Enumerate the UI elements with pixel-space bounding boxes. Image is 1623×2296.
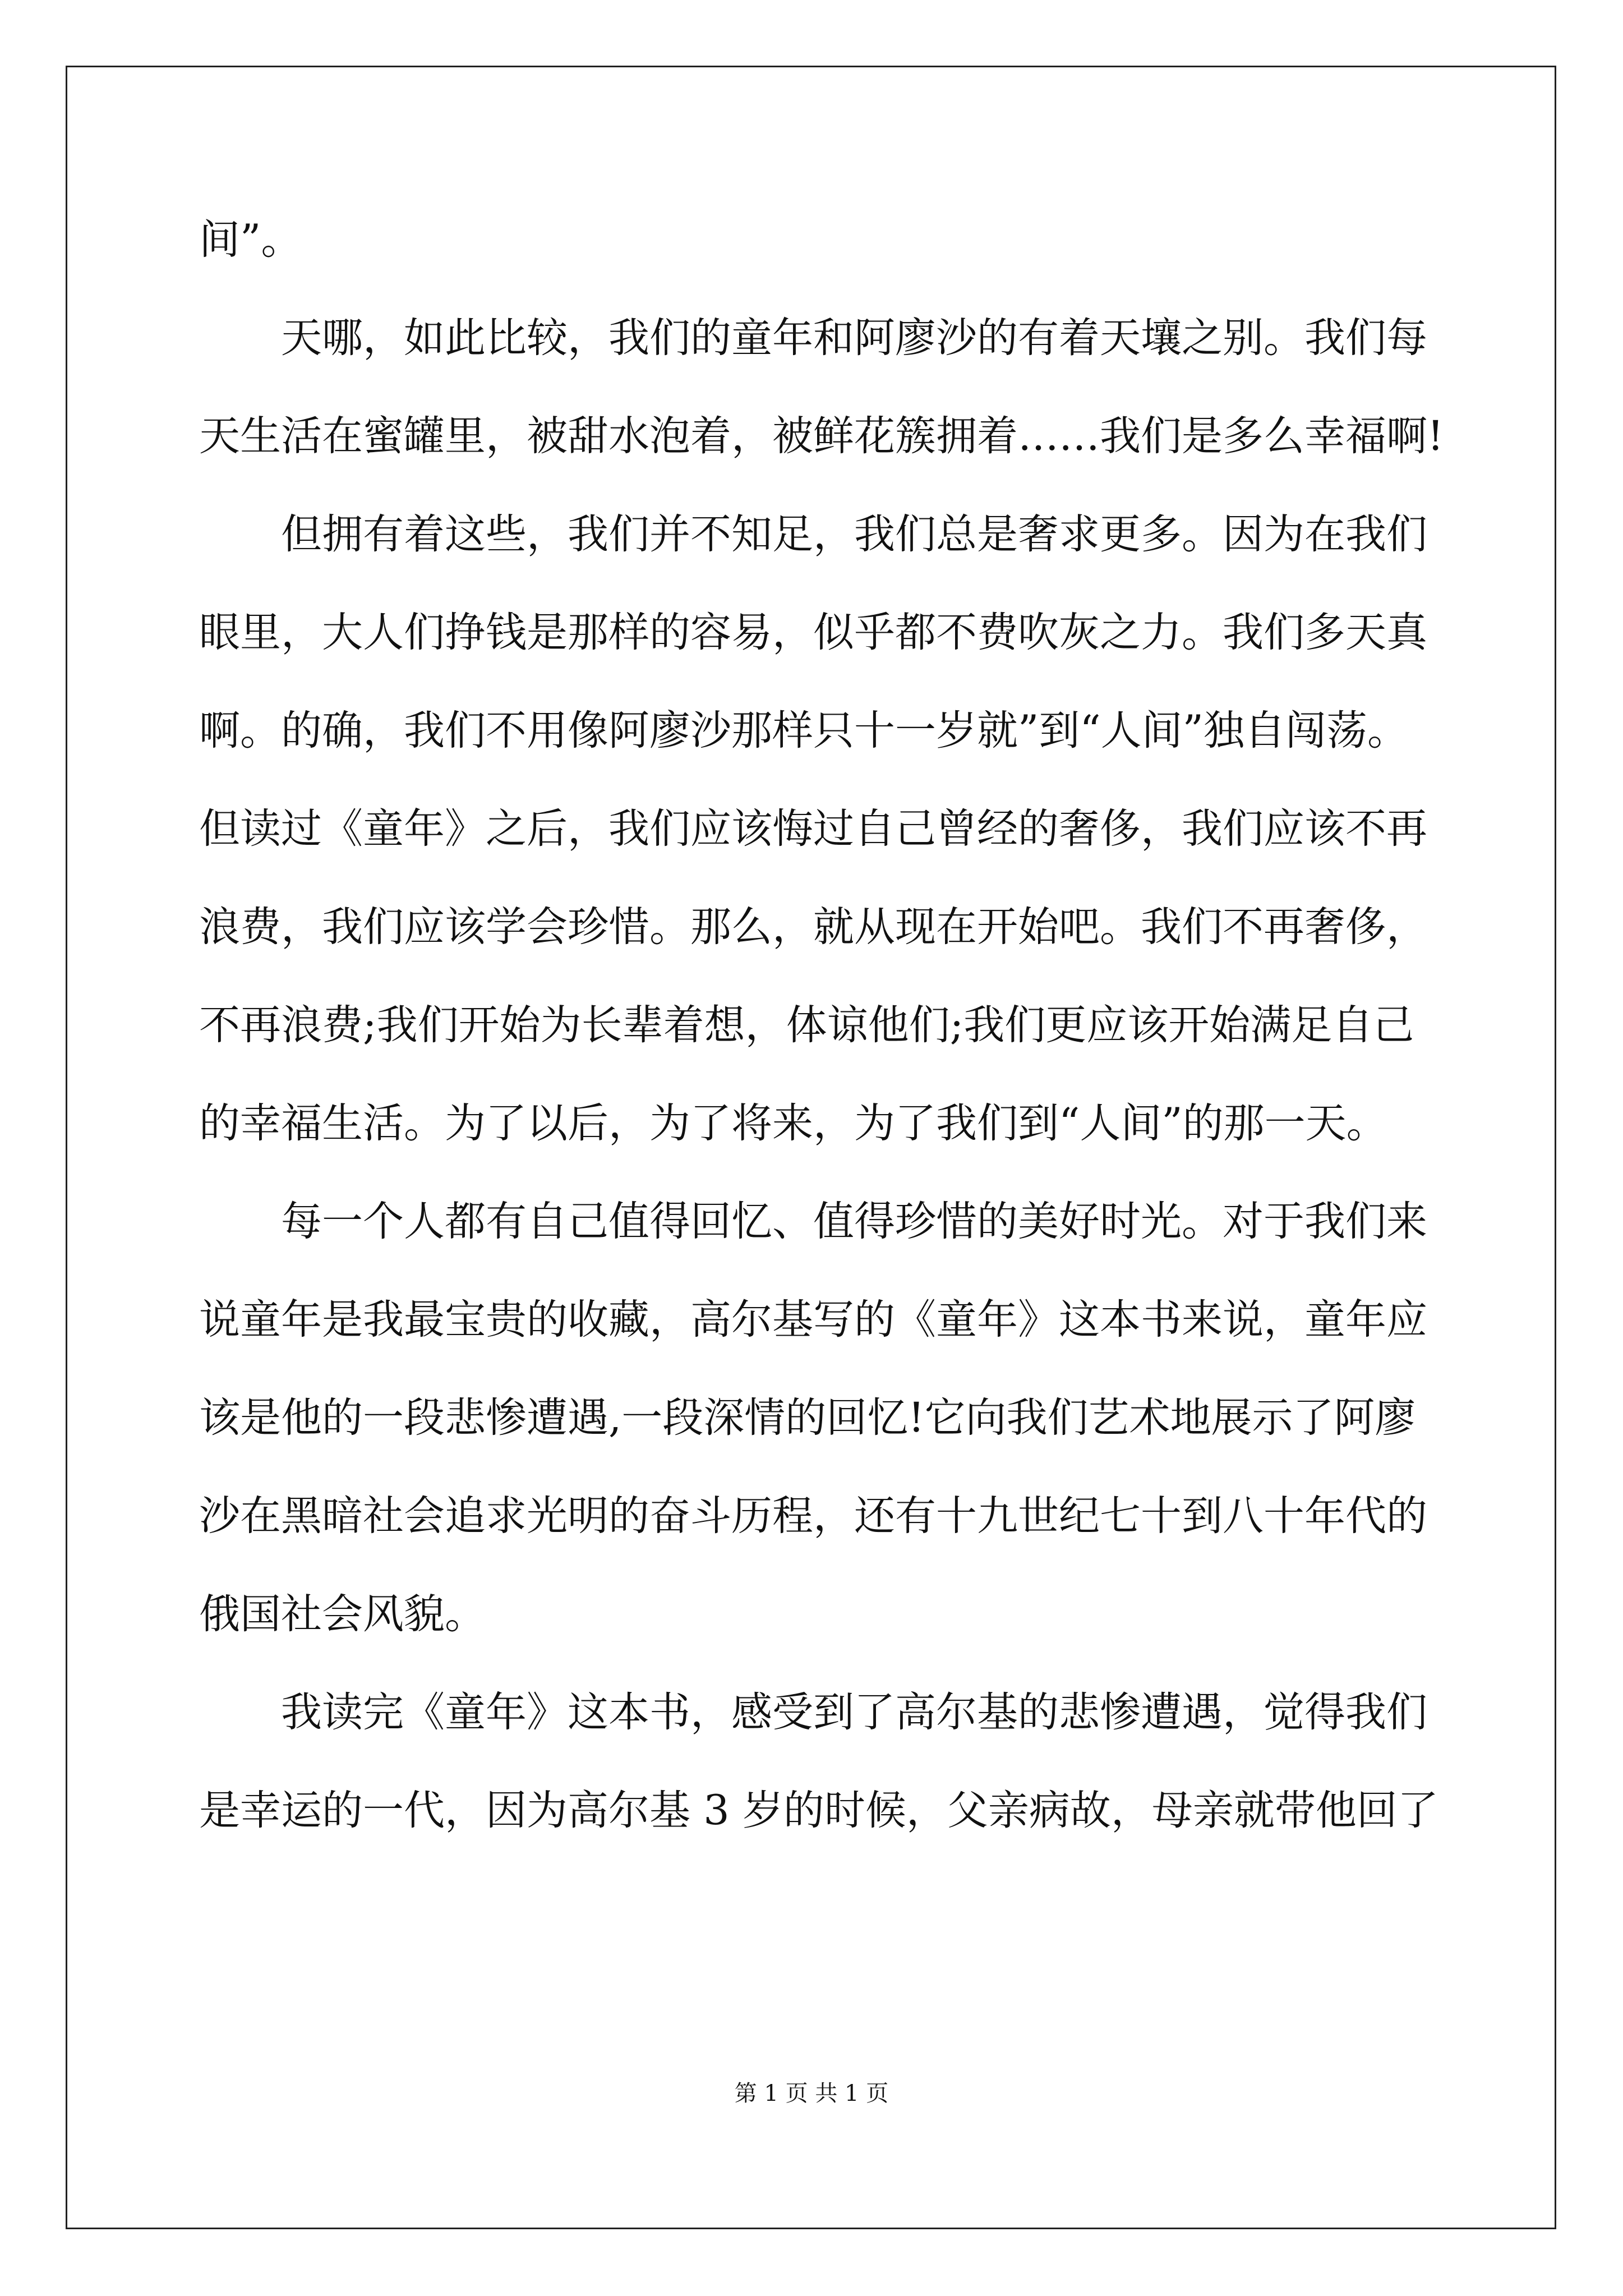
paragraph-first-line: 但拥有着这些，我们并不知足，我们总是奢求更多。因为在我们 xyxy=(281,510,1427,558)
text-line: 说童年是我最宝贵的收藏，高尔基写的《童年》这本书来说，童年应 xyxy=(199,1296,1427,1343)
text-line: 浪费，我们应该学会珍惜。那么，就从现在开始吧。我们不再奢侈， xyxy=(199,903,1427,951)
text-line: 天生活在蜜罐里，被甜水泡着，被鲜花簇拥着……我们是多么幸福啊! xyxy=(199,412,1444,460)
text-line: 俄国社会风貌。 xyxy=(199,1590,486,1638)
page-number-footer: 第 1 页 共 1 页 xyxy=(734,2081,889,2106)
text-line: 的幸福生活。为了以后，为了将来，为了我们到“人间”的那一天。 xyxy=(199,1099,1387,1147)
paragraph-first-line: 我读完《童年》这本书，感受到了高尔基的悲惨遭遇，觉得我们 xyxy=(281,1688,1427,1736)
text-line: 啊。的确，我们不用像阿廖沙那样只十一岁就”到“人间”独自闯荡。 xyxy=(199,707,1408,754)
text-line: 眼里，大人们挣钱是那样的容易，似乎都不费吹灰之力。我们多天真 xyxy=(199,609,1427,656)
text-line: 间”。 xyxy=(199,216,302,264)
text-line: 但读过《童年》之后，我们应该悔过自己曾经的奢侈，我们应该不再 xyxy=(199,805,1427,853)
paragraph-first-line: 天哪，如此比较，我们的童年和阿廖沙的有着天壤之别。我们每 xyxy=(281,314,1427,362)
text-line: 该是他的一段悲惨遭遇,一段深情的回忆!它向我们艺术地展示了阿廖 xyxy=(199,1394,1416,1442)
text-line: 不再浪费;我们开始为长辈着想，体谅他们;我们更应该开始满足自己 xyxy=(199,1001,1414,1049)
paragraph-first-line: 每一个人都有自己值得回忆、值得珍惜的美好时光。对于我们来 xyxy=(281,1198,1427,1245)
text-line: 是幸运的一代，因为高尔基 3 岁的时候，父亲病故，母亲就带他回了 xyxy=(199,1787,1438,1834)
text-line: 沙在黑暗社会追求光明的奋斗历程，还有十九世纪七十到八十年代的 xyxy=(199,1492,1427,1540)
